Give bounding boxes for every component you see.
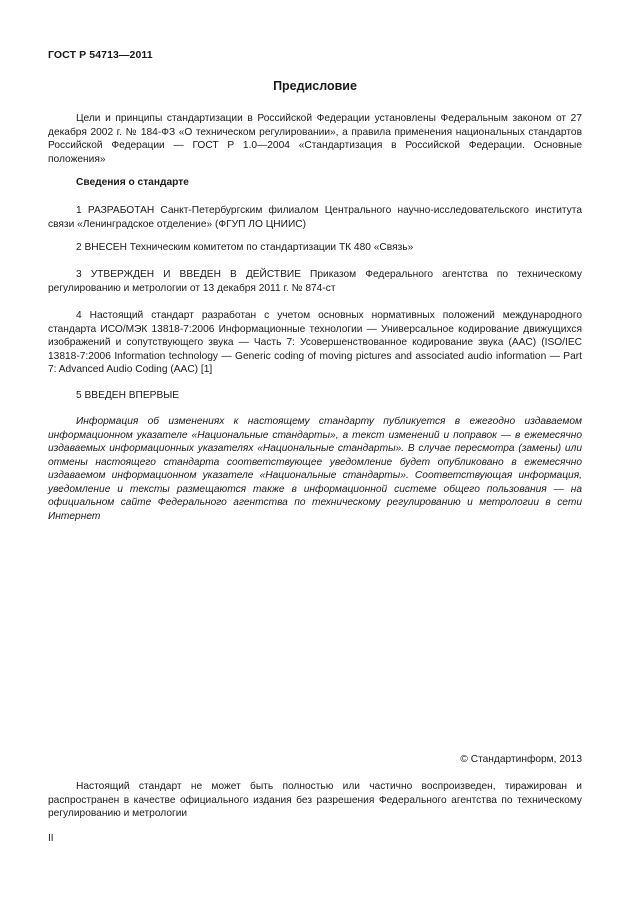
info-item-5: 5 ВВЕДЕН ВПЕРВЫЕ <box>76 390 180 401</box>
info-item-4: 4 Настоящий стандарт разработан с учетом основных нормативных положений международного стандарта ИСО/МЭК 13818-7:2006 Информационные технологии — Универсальное кодирование движущихся изображений и сопутствующего звука — Часть 7: Усовершенствованное кодирование звука (AAC) (ISO/IEC 13818-7:2006 Information technology — Generic coding of moving pictures and associated audio information — Part 7: Advanced Audio Coding (AAC) [1] <box>48 310 582 375</box>
page-title <box>0 80 630 94</box>
change-notice: Информация об изменениях к настоящему стандарту публикуется в ежегодно издаваемом информационном указателе «Национальные стандарты», а текст изменений и поправок — в ежемесячно издаваемых информационных указателях «Национальные стандарты». В случае пересмотра (замены) или отмены настоящего стандарта соответствующее уведомление будет опубликовано в ежемесячно издаваемом информационном указателе «Национальные стандарты». Соответствующая информация, уведомление и тексты размещаются также в информационной системе общего пользования — на официальном сайте Федерального агентства по техническому регулированию и метрологии в сети Интернет <box>48 416 582 522</box>
standard-header: ГОСТ Р 54713—2011 <box>48 49 153 61</box>
intro-paragraph: Цели и принципы стандартизации в Российской Федерации установлены Федеральным законом от 27 декабря 2002 г. № 184-ФЗ «О техническом регулировании», а правила применения национальных стандартов Российской Федерации — ГОСТ Р 1.0—2004 «Стандартизация в Российской Федерации. Основные положения» <box>48 113 582 165</box>
reproduction-notice: Настоящий стандарт не может быть полностью или частично воспроизведен, тиражирован и распространен в качестве официального издания без разрешения Федерального агентства по техническому регулированию и метрологии <box>48 781 582 819</box>
info-item-3: 3 УТВЕРЖДЕН И ВВЕДЕН В ДЕЙСТВИЕ Приказом Федерального агентства по техническому регулированию и метрологии от 13 декабря 2011 г. № 874-ст <box>48 269 582 294</box>
page-number: II <box>48 833 54 844</box>
copyright: © Стандартинформ, 2013 <box>460 754 582 765</box>
section-heading: Сведения о стандарте <box>76 177 189 188</box>
info-item-1: 1 РАЗРАБОТАН Санкт-Петербургским филиалом Центрального научно-исследовательского института связи «Ленинградское отделение» (ФГУП ЛО ЦНИИС) <box>48 205 582 230</box>
info-item-2: 2 ВНЕСЕН Техническим комитетом по стандартизации ТК 480 «Связь» <box>76 242 414 253</box>
page-title-text: Предисловие <box>273 79 357 93</box>
